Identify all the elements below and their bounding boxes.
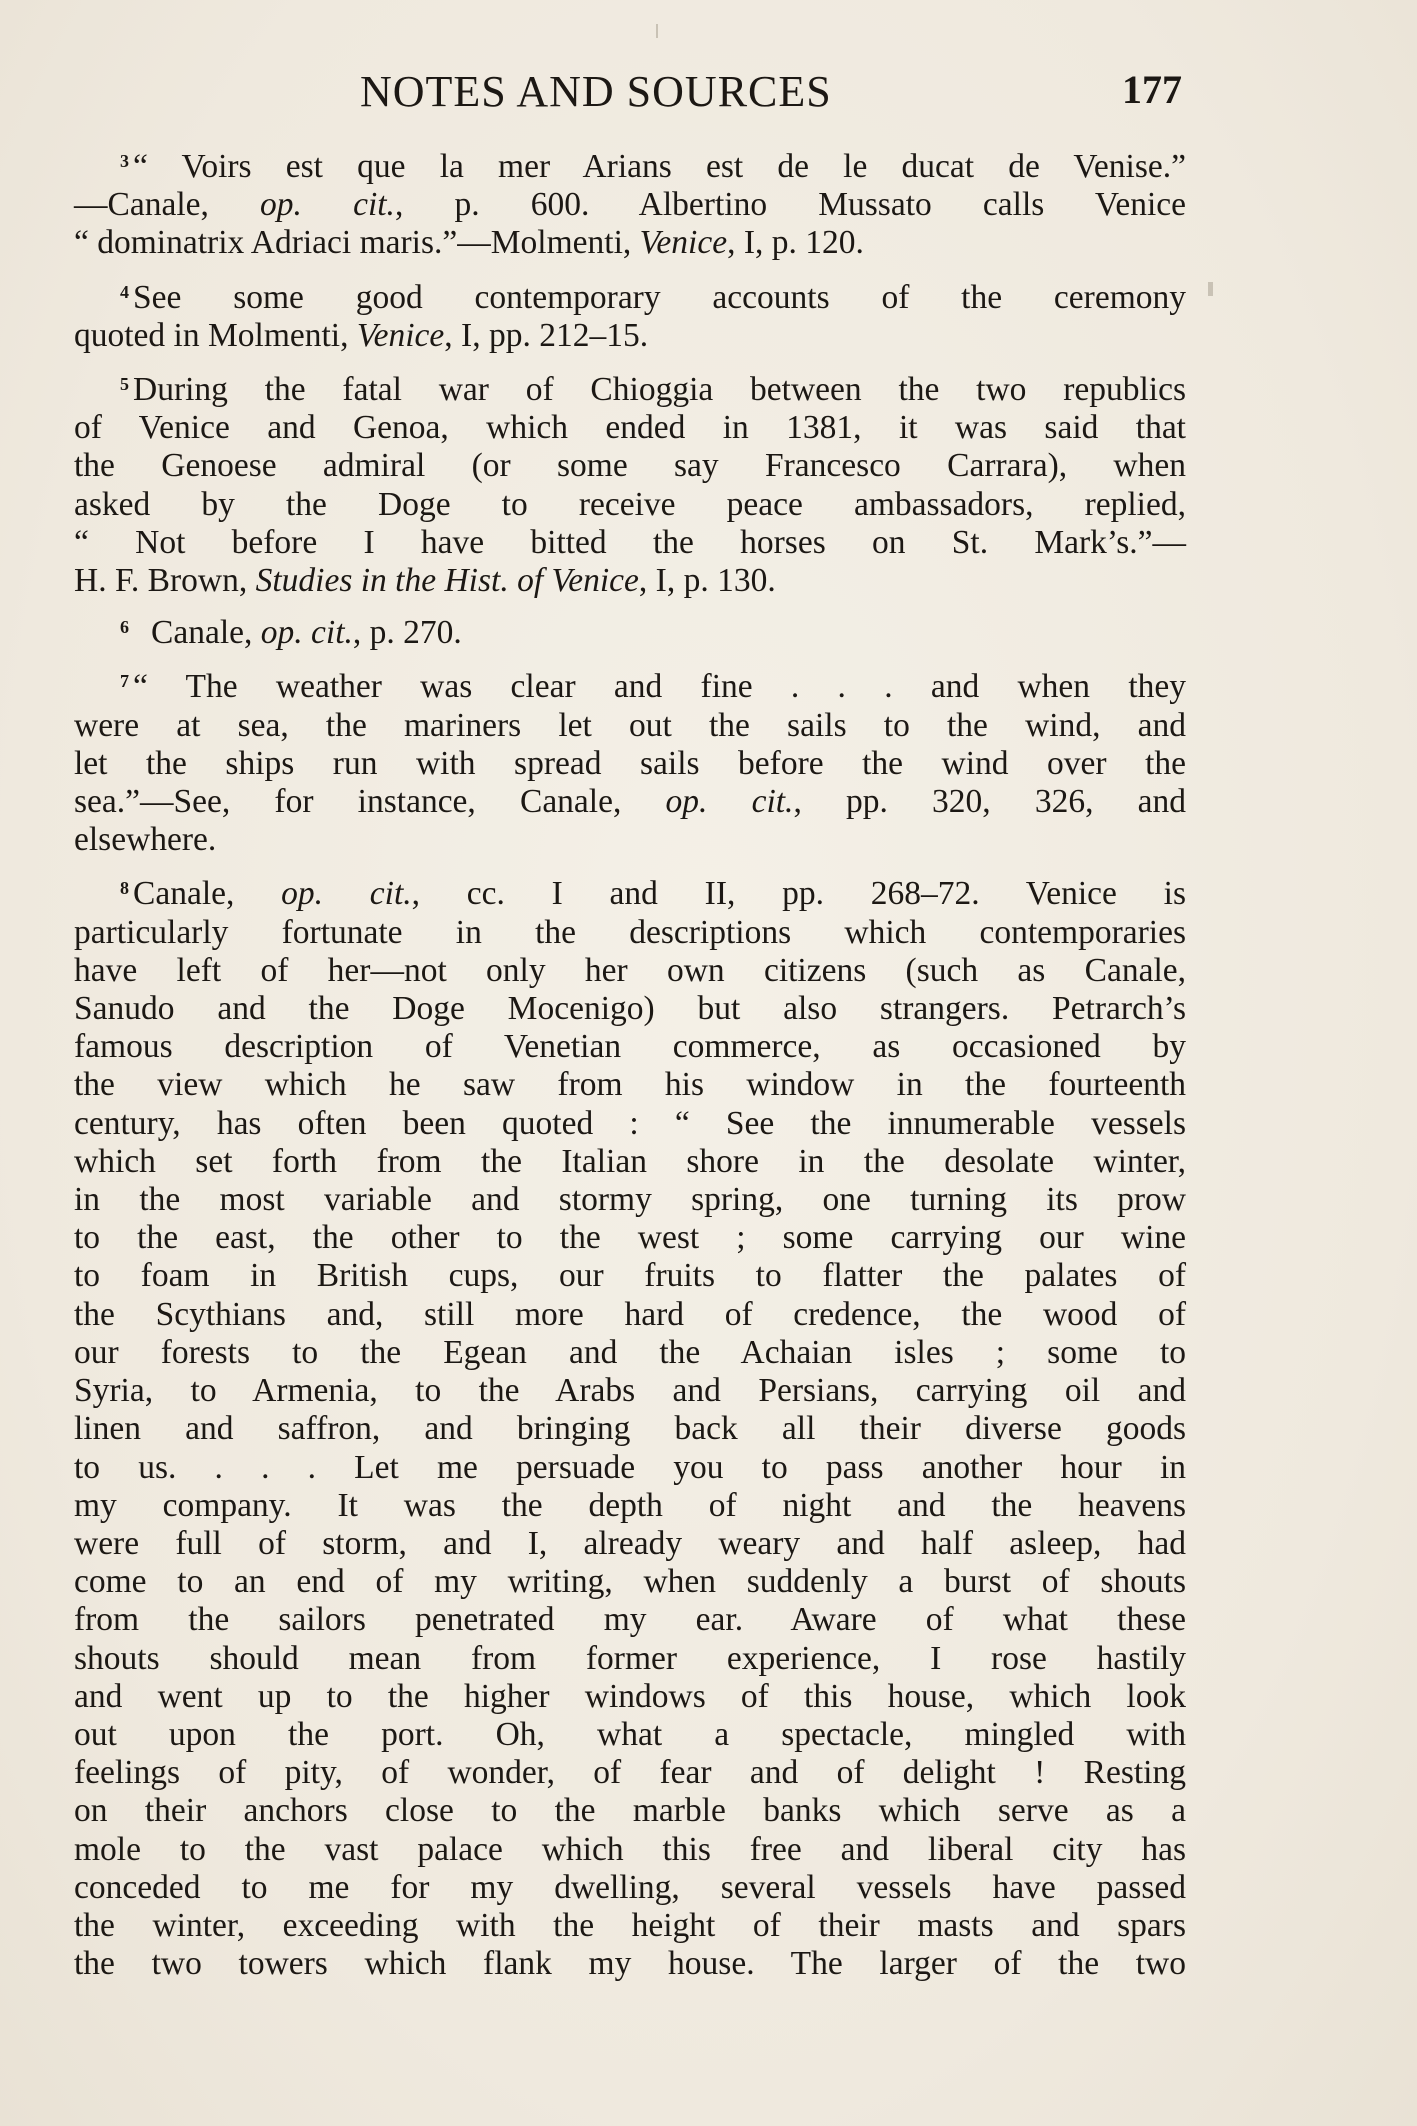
footnote-8 [74, 869, 1186, 1983]
text-line: mole to the vast palace which this free and liberal city has [74, 1830, 1186, 1868]
text-line: —Canale, op. cit., p. 600. Albertino Mussato calls Venice [74, 186, 1186, 224]
text-line: our forests to the Egean and the Achaian isles ; some to [74, 1333, 1186, 1371]
text-line: $^3$ “ Voirs est que la mer Arians est de le ducat de Venise.” [120, 148, 1186, 185]
text-line: “ Not before I have bitted the horses on St. Mark’s.”— [74, 523, 1186, 561]
text-line: have left of her—not only her own citizens (such as Canale, [74, 951, 1186, 989]
text-line: Sanudo and the Doge Mocenigo) but also strangers. Petrarch’s [74, 990, 1186, 1028]
text-line: to foam in British cups, our fruits to flatter the palates of [74, 1257, 1186, 1295]
text-line: elsewhere. [74, 821, 217, 859]
running-title: NOTES AND SOURCES [360, 67, 832, 116]
footnote-marker: 3 [120, 151, 129, 171]
footnote-marker: 4 [120, 281, 129, 302]
footnote-7 [74, 662, 1186, 859]
footnote-3 [74, 142, 1186, 263]
footnote-6 [74, 608, 1186, 652]
text-line: the Scythians and, still more hard of credence, the wood of [74, 1295, 1186, 1333]
text-line: century, has often been quoted : “ See the innumerable vessels [74, 1104, 1186, 1142]
text-line: out upon the port. Oh, what a spectacle, mingled with [74, 1715, 1186, 1753]
text-line: let the ships run with spread sails before the wind over the [74, 744, 1186, 782]
text-line: on their anchors close to the marble banks which serve as a [74, 1792, 1186, 1830]
text-line: linen and saffron, and bringing back all their diverse goods [74, 1410, 1186, 1448]
text-line: shouts should mean from former experience, I rose hastily [74, 1639, 1186, 1677]
text-line: and went up to the higher windows of this house, which look [74, 1677, 1186, 1715]
footnote-marker: 5 [120, 374, 129, 395]
text-line: the Genoese admiral (or some say Francesco Carrara), when [74, 447, 1186, 485]
footnote-4 [74, 273, 1186, 355]
footnote-5 [74, 365, 1186, 600]
text-line: $^6$ Canale, op. cit., p. 270. [120, 614, 462, 652]
text-line: $^7$ “ The weather was clear and fine . . . and when they [120, 668, 1186, 706]
text-line: quoted in Molmenti, Venice, I, pp. 212–15. [74, 316, 649, 354]
text-line: of Venice and Genoa, which ended in 1381, it was said that [74, 409, 1186, 447]
text-line: famous description of Venetian commerce, as occasioned by [74, 1028, 1186, 1066]
footnote-marker: 8 [120, 878, 129, 899]
text-line: sea.”—See, for instance, Canale, op. cit., pp. 320, 326, and [74, 783, 1186, 821]
text-line: H. F. Brown, Studies in the Hist. of Venice, I, p. 130. [74, 562, 776, 600]
text-line: which set forth from the Italian shore in the desolate winter, [74, 1142, 1186, 1180]
text-line: the winter, exceeding with the height of their masts and spars [74, 1906, 1186, 1944]
text-line: conceded to me for my dwelling, several vessels have passed [74, 1868, 1186, 1906]
paper-speck [1208, 282, 1213, 296]
notes-body [74, 142, 1186, 1993]
page-header [78, 66, 1182, 126]
text-line: the two towers which flank my house. The larger of the two [74, 1945, 1186, 1983]
text-line: particularly fortunate in the descriptions which contemporaries [74, 913, 1186, 951]
text-line: the view which he saw from his window in the fourteenth [74, 1066, 1186, 1104]
text-line: $^5$ During the fatal war of Chioggia between the two republics [120, 371, 1186, 409]
text-line: from the sailors penetrated my ear. Aware of what these [74, 1601, 1186, 1639]
text-line: were at sea, the mariners let out the sails to the wind, and [74, 706, 1186, 744]
text-line: feelings of pity, of wonder, of fear and of delight ! Resting [74, 1754, 1186, 1792]
text-line: were full of storm, and I, already weary and half asleep, had [74, 1524, 1186, 1562]
text-line: to the east, the other to the west ; some carrying our wine [74, 1219, 1186, 1257]
text-line: Syria, to Armenia, to the Arabs and Persians, carrying oil and [74, 1372, 1186, 1410]
text-line: $^4$ See some good contemporary accounts of the ceremony [120, 278, 1186, 316]
text-line: asked by the Doge to receive peace ambassadors, replied, [74, 485, 1186, 523]
text-line: my company. It was the depth of night and the heavens [74, 1486, 1186, 1524]
paper-speck [656, 24, 658, 38]
text-line: to us. . . . Let me persuade you to pass another hour in [74, 1448, 1186, 1486]
text-line: $^8$ Canale, op. cit., cc. I and II, pp. 268–72. Venice is [120, 875, 1186, 913]
text-line: “ dominatrix Adriaci maris.”—Molmenti, Venice, I, p. 120. [74, 224, 864, 262]
footnote-marker: 6 [120, 617, 129, 638]
text-line: in the most variable and stormy spring, one turning its prow [74, 1181, 1186, 1219]
footnote-marker: 7 [120, 671, 129, 692]
text-line: come to an end of my writing, when suddenly a burst of shouts [74, 1563, 1186, 1601]
page-number: 177 [1122, 67, 1182, 112]
